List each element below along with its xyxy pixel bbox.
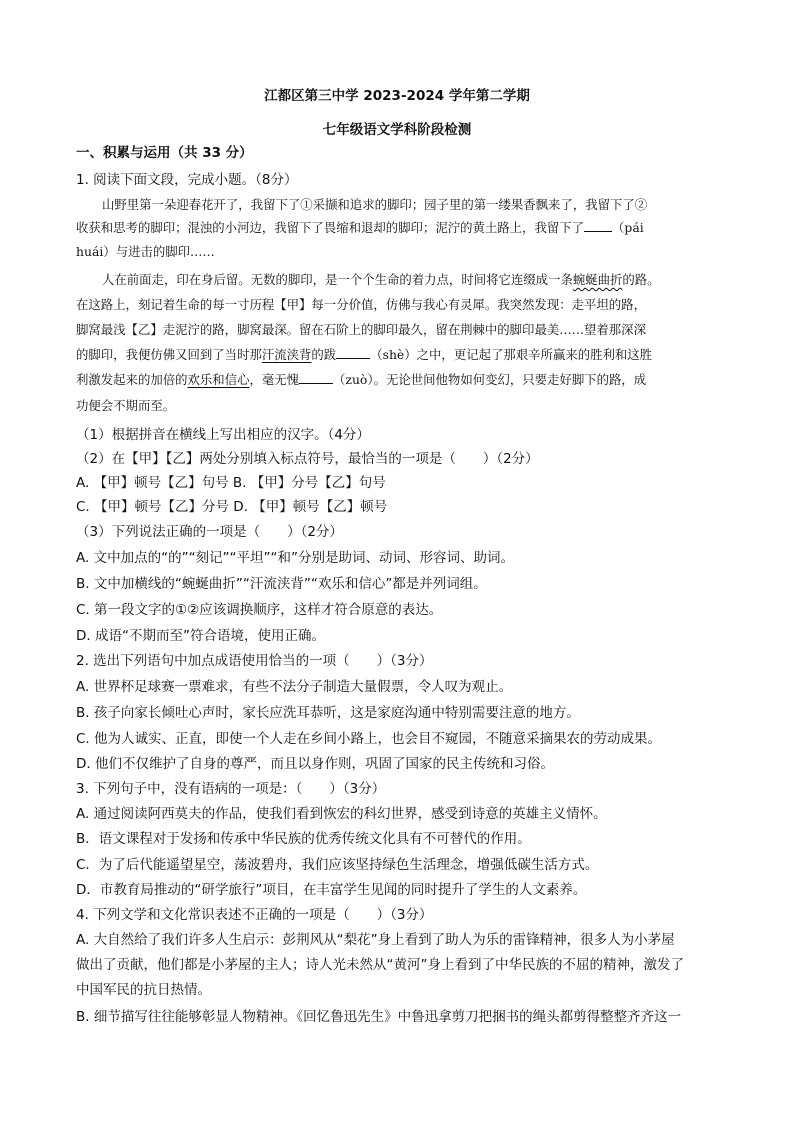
q1-sub3-option-b: B. 文中加横线的“蜿蜒曲折”“汗流浃背”“欢乐和信心”都是并列词组。 xyxy=(76,576,487,592)
q3-stem: 3. 下列句子中，没有语病的一项是：（ ）（3分） xyxy=(76,781,386,797)
q4-option-a-line: A. 大自然给了我们许多人生启示：彭荆风从“梨花”身上看到了助人为乐的雷锋精神，很多人为小茅屋 xyxy=(76,932,675,948)
q1-sub2-options-cd: C. 【甲】顿号【乙】分号 D. 【甲】顿号【乙】顿号 xyxy=(76,499,388,515)
passage-line: 在这路上，刻记着生命的每一寸历程【甲】每一分价值，仿佛与我心有灵犀。我突然发现：走平坦的路， xyxy=(76,297,646,312)
passage-text: 的脚印，我便仿佛又回到了当时那 xyxy=(76,347,262,362)
q4-option-a-line: 做出了贡献，他们都是小茅屋的主人；诗人光未然从“黄河”身上看到了中华民族的不屈的精神，激发了 xyxy=(76,957,684,973)
pinyin-hint: （pái xyxy=(612,220,644,235)
q3-option-b: B．语文课程对于发扬和传承中华民族的优秀传统文化具有不可替代的作用。 xyxy=(76,831,531,847)
passage-line: huái）与进击的脚印…… xyxy=(76,244,215,259)
q1-stem: 1. 阅读下面文段，完成小题。（8分） xyxy=(76,172,298,188)
q1-sub3-option-d: D. 成语“不期而至”符合语境，使用正确。 xyxy=(76,628,325,644)
q4-option-b-line: B. 细节描写往往能够彰显人物精神。《回忆鲁迅先生》中鲁迅拿剪刀把捆书的绳头都剪得整整齐齐这一 xyxy=(76,1009,682,1025)
answer-blank[interactable] xyxy=(584,219,612,232)
passage-line: 脚窝最浅【乙】走泥泞的路，脚窝最深。留在石阶上的脚印最久，留在荆棘中的脚印最美……望着那深深 xyxy=(76,322,646,337)
passage-line xyxy=(76,270,660,290)
answer-blank[interactable] xyxy=(299,371,333,384)
section-heading: 一、积累与运用（共 33 分） xyxy=(76,145,253,161)
passage-line xyxy=(76,370,646,390)
passage-text: 收获和思考的脚印；混浊的小河边，我留下了畏缩和退却的脚印；泥泞的黄土路上，我留下了 xyxy=(76,220,585,235)
answer-blank[interactable] xyxy=(336,346,370,359)
q2-option-a: A. 世界杯足球赛一票难求，有些不法分子制造大量假票，令人叹为观止。 xyxy=(76,679,513,695)
q4-option-a-line: 中国军民的抗日热情。 xyxy=(76,982,211,998)
passage-text: 利激发起来的加倍的 xyxy=(76,372,188,387)
q3-option-a: A. 通过阅读阿西莫夫的作品，使我们看到恢宏的科幻世界，感受到诗意的英雄主义情怀。 xyxy=(76,806,607,822)
q2-stem: 2. 选出下列语句中加点成语使用恰当的一项（ ）（3分） xyxy=(76,653,433,669)
passage-line xyxy=(76,218,644,238)
q2-option-c: C. 他为人诚实、正直，即使一个人走在乡间小路上，也会目不窥园，不随意采摘果农的劳动成果。 xyxy=(76,731,662,747)
q1-sub1: （1）根据拼音在横线上写出相应的汉字。（4分） xyxy=(76,427,370,443)
passage-text: 人在前面走，印在身后留。无数的脚印，是一个个生命的着力点，时间将它连缀成一条 xyxy=(102,272,573,287)
school-term-title: 江都区第三中学 2023-2024 学年第二学期 xyxy=(264,88,530,104)
exam-title: 七年级语文学科阶段检测 xyxy=(322,122,472,138)
passage-text: 的路。 xyxy=(622,272,660,287)
passage-line xyxy=(76,345,652,365)
q1-sub3-option-c: C. 第一段文字的①②应该调换顺序，这样才符合原意的表达。 xyxy=(76,602,443,618)
passage-line: 山野里第一朵迎春花开了，我留下了①采撷和追求的脚印；园子里的第一缕果香飘来了，我留下了② xyxy=(102,197,648,212)
q1-sub3: （3）下列说法正确的一项是（ ）（2分） xyxy=(76,524,343,540)
passage-text: ，毫无愧 xyxy=(249,372,300,387)
underlined-phrase: 欢乐和信心 xyxy=(187,372,250,387)
wavy-underlined-phrase: 蜿蜒曲折 xyxy=(572,272,623,287)
q4-stem: 4. 下列文学和文化常识表述不正确的一项是（ ）（3分） xyxy=(76,907,433,923)
underlined-phrase: 汗流浃背 xyxy=(261,347,312,362)
q2-option-d: D. 他们不仅维护了自身的尊严，而且以身作则，巩固了国家的民主传统和习俗。 xyxy=(76,756,554,772)
q2-option-b: B. 孩子向家长倾吐心声时，家长应洗耳恭听，这是家庭沟通中特别需要注意的地方。 xyxy=(76,705,580,721)
q1-sub3-option-a: A. 文中加点的“的”“刻记”“平坦”“和”分别是助词、动词、形容词、助词。 xyxy=(76,550,515,566)
pinyin-hint: （shè）之中，更记起了那艰辛所赢来的胜利和这胜 xyxy=(370,347,653,362)
q3-option-d: D．市教育局推动的“研学旅行”项目，在丰富学生见闻的同时提升了学生的人文素养。 xyxy=(76,882,587,898)
pinyin-hint: （zuò）。无论世间他物如何变幻，只要走好脚下的路，成 xyxy=(333,372,647,387)
q1-sub2: （2）在【甲】【乙】两处分别填入标点符号，最恰当的一项是（ ）（2分） xyxy=(76,451,539,467)
q1-sub2-options-ab: A. 【甲】顿号【乙】句号 B. 【甲】分号【乙】句号 xyxy=(76,475,386,491)
passage-line: 功便会不期而至。 xyxy=(76,398,176,413)
passage-text: 的跋 xyxy=(311,347,337,362)
q3-option-c: C．为了后代能遥望星空，荡波碧舟，我们应该坚持绿色生活理念，增强低碳生活方式。 xyxy=(76,857,599,873)
